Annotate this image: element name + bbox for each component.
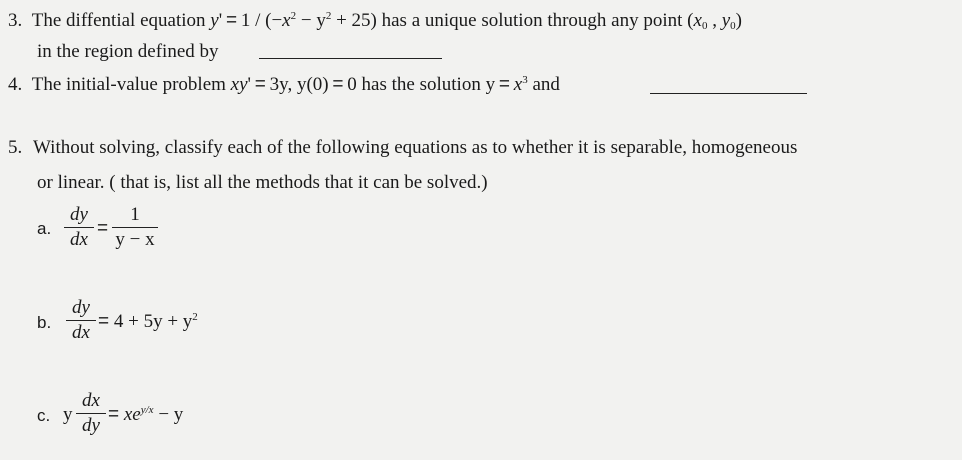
part-a-rhs-numerator: 1 bbox=[130, 204, 140, 225]
part-a-label: a. bbox=[37, 219, 52, 238]
question-5-line-1 bbox=[8, 137, 797, 159]
part-c-lhs-denominator: dy bbox=[82, 415, 100, 436]
question-3-line-1 bbox=[8, 10, 742, 32]
question-3-line-2 bbox=[37, 41, 219, 63]
question-5-text-line-1: Without solving, classify each of the following equations as to whether it is separable, homogeneous bbox=[33, 137, 798, 158]
part-c-prefix: y bbox=[63, 404, 73, 425]
part-a-lhs-bar bbox=[64, 227, 94, 228]
part-b-lhs-denominator: dx bbox=[72, 322, 90, 343]
part-a-rhs-bar bbox=[112, 227, 158, 228]
question-3-region-text: in the region defined by bbox=[37, 41, 219, 62]
part-b-label: b. bbox=[37, 313, 52, 332]
part-c-lhs-fraction bbox=[76, 391, 106, 436]
part-c-lhs-bar bbox=[76, 413, 106, 414]
part-b-lhs-numerator: dy bbox=[72, 297, 90, 318]
part-c-rhs: = $xe^{y/x} - y$ bbox=[108, 404, 184, 425]
part-b-lhs-bar bbox=[66, 320, 96, 321]
question-5-number: 5. bbox=[8, 137, 23, 158]
part-a-lhs-numerator: dy bbox=[70, 204, 88, 225]
part-a-rhs-fraction bbox=[112, 205, 158, 250]
part-c-lhs-numerator: dx bbox=[82, 390, 100, 411]
part-b-rhs: = $4 + 5y + y^2$ bbox=[98, 311, 198, 332]
part-b-lhs-fraction bbox=[66, 298, 96, 343]
question-3-answer-blank[interactable] bbox=[259, 58, 442, 59]
part-a-rhs-denominator: y − x bbox=[115, 229, 155, 250]
question-4-text: The initial-value problem xy' = 3y, y(0) = 0 has the solution $y = x^3$ and bbox=[27, 74, 560, 95]
question-3-number: 3. bbox=[8, 10, 23, 31]
part-a-lhs-fraction bbox=[64, 205, 94, 250]
part-a-equals: = bbox=[97, 218, 109, 239]
part-c-label: c. bbox=[37, 406, 51, 425]
part-a-lhs-denominator: dx bbox=[70, 229, 88, 250]
question-4-answer-blank[interactable] bbox=[650, 93, 807, 94]
question-5-line-2 bbox=[37, 172, 488, 194]
question-3-text-prefix: The diffential equation $y' = 1 / (-x^2 - y^2 + 25)$ has a unique solution through any point ($x_0$ , $y_0$) bbox=[27, 10, 742, 32]
question-4-number: 4. bbox=[8, 74, 23, 95]
question-4-line bbox=[8, 74, 560, 96]
question-5-text-line-2: or linear. ( that is, list all the methods that it can be solved.) bbox=[37, 172, 488, 193]
